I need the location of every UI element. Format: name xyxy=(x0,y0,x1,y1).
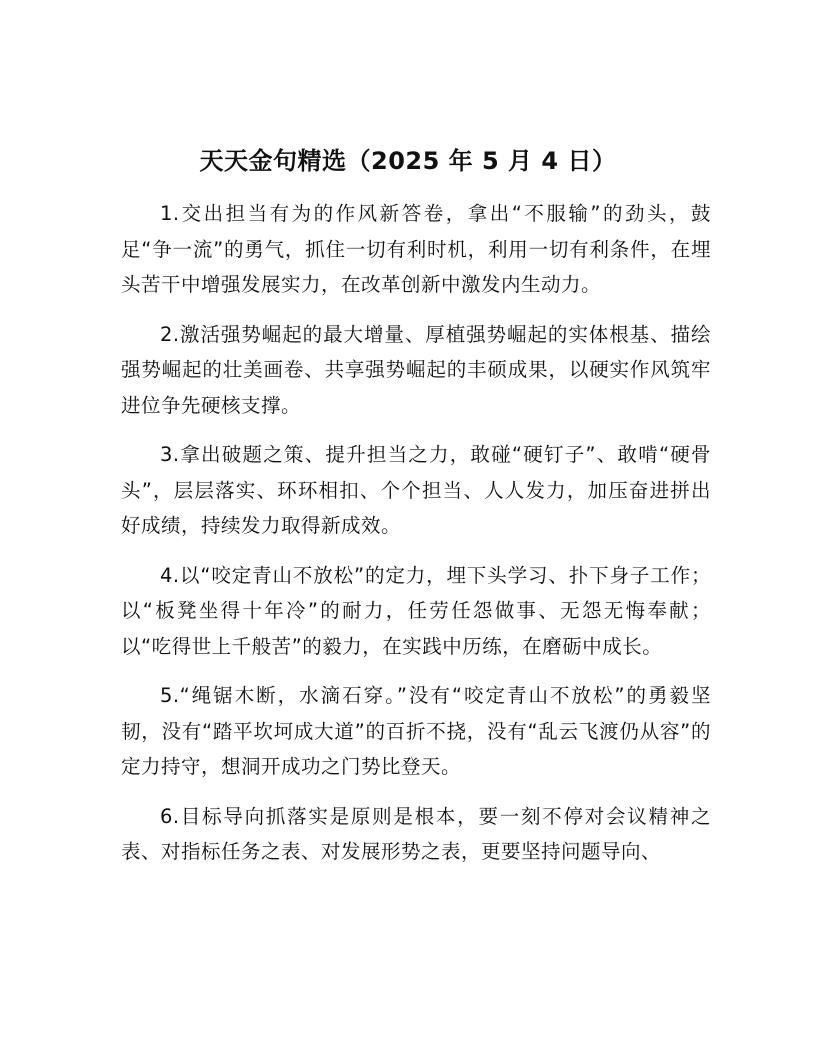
paragraph-2: 2.激活强势崛起的最大增量、厚植强势崛起的实体根基、描绘强势崛起的壮美画卷、共享强势崛起的丰硕成果，以硬实作风筑牢进位争先硬核支撑。 xyxy=(121,322,711,417)
paragraph-1: 1.交出担当有为的作风新答卷，拿出“不服输”的劲头，鼓足“争一流”的勇气，抓住一切有利时机，利用一切有利条件，在埋头苦干中增强发展实力，在改革创新中激发内生动力。 xyxy=(121,202,711,296)
paragraph-5: 5.“绳锯木断，水滴石穿。”没有“咬定青山不放松”的勇毅坚韧，没有“踏平坎坷成大道”的百折不挠，没有“乱云飞渡仍从容”的定力持守，想洞开成功之门势比登天。 xyxy=(121,684,711,778)
paragraph-6: 6.目标导向抓落实是原则是根本，要一刻不停对会议精神之表、对指标任务之表、对发展形势之表，更要坚持问题导向、 xyxy=(121,804,711,863)
document-title: 天天金句精选（2025 年 5 月 4 日） xyxy=(199,147,617,175)
document-body xyxy=(121,196,711,870)
paragraph-4: 4.以“咬定青山不放松”的定力，埋下头学习、扑下身子工作；以“板凳坐得十年冷”的耐力，任劳任怨做事、无怨无悔奉献；以“吃得世上千般苦”的毅力，在实践中历练，在磨砺中成长。 xyxy=(121,563,711,658)
paragraph-3: 3.拿出破题之策、提升担当之力，敢碰“硬钉子”、敢啃“硬骨头”，层层落实、环环相扣、个个担当、人人发力，加压奋进拼出好成绩，持续发力取得新成效。 xyxy=(121,443,711,537)
